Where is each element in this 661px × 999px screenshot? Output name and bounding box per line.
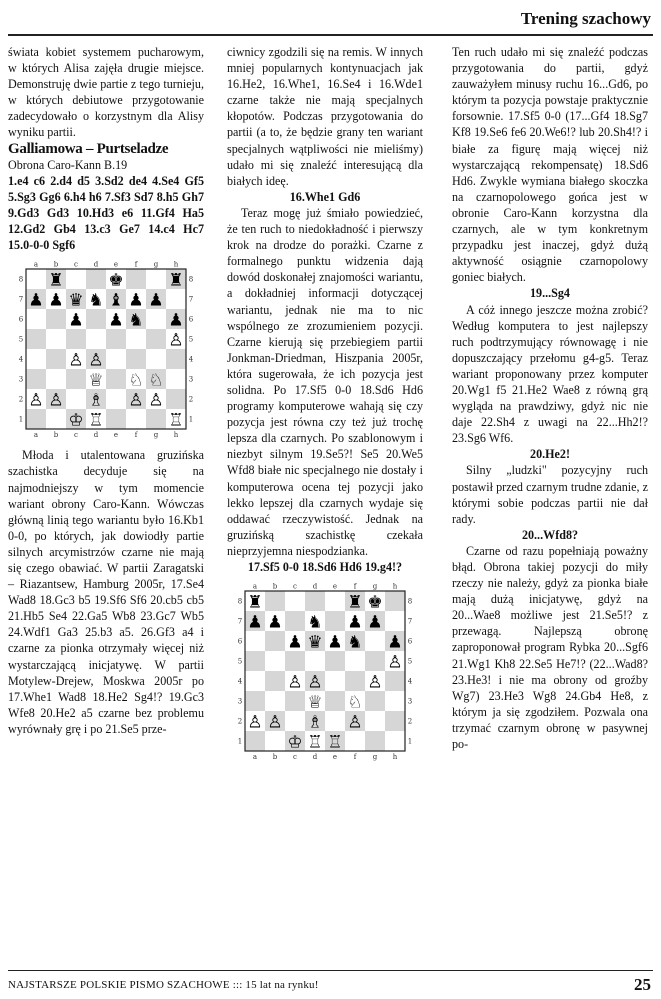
rank-label: 1 <box>237 737 243 746</box>
board-square <box>365 691 385 711</box>
chess-piece: ♕ <box>307 692 323 713</box>
rank-label: 7 <box>407 617 413 626</box>
rank-label: 6 <box>237 637 243 646</box>
file-label: f <box>353 582 357 591</box>
board-square <box>166 289 186 309</box>
page-footer <box>8 970 653 994</box>
board-square <box>166 349 186 369</box>
chess-diagram-2 <box>235 581 415 765</box>
page-number: 25 <box>634 975 651 994</box>
paragraph: Ten ruch udało mi się znaleźć podczas przygotowania do partii, gdyż zauważyłem minusy ruchu 16...Gd6, po którym ta pozycja powstaje praktycznie forsownie. 17.Sf5 0-0 (17...Gf4 18.Sg7 Kf8 19.Se6 fe6 20.We6!? lub 20.Sh4!? i białe za figurę mają więcej niż wystarczającą rekompensatę) 18.Sd6 Hd6. Zwykle wymiana białego skoczka na czarnopolowego gońca jest w obronie Caro-Kann korzystna dla czarnych, ale w tym konkretnym przypadku jest inaczej, gdyż dużą aktywność osiągnie czarnopolowy goniec białych. <box>452 45 648 285</box>
chess-piece: ♙ <box>247 712 263 733</box>
chess-piece: ♙ <box>307 672 323 693</box>
move-heading: 20...Wfd8? <box>521 527 579 542</box>
board-square <box>265 731 285 751</box>
chess-piece: ♙ <box>148 390 164 411</box>
move-heading: 17.Sf5 0-0 18.Sd6 Hd6 19.g4!? <box>247 560 403 574</box>
chess-piece: ♞ <box>88 290 104 311</box>
file-label: e <box>332 582 338 591</box>
file-label: f <box>134 260 138 269</box>
chessboard <box>16 259 196 439</box>
board-square <box>26 409 46 429</box>
rank-label: 4 <box>188 355 194 364</box>
chess-piece: ♟ <box>267 612 283 633</box>
board-square <box>106 389 126 409</box>
rank-label: 5 <box>18 335 24 344</box>
rank-label: 6 <box>188 315 194 324</box>
chess-piece: ♙ <box>287 672 303 693</box>
paragraph: A cóż innego jeszcze można zrobić? Według komputera to jest najlepszy ruch podtrzymujący równowagę i nie dopuszczający przełomu g4-g5. Teraz wariant proponowany przez komputer 20.Wg1 f5 21.He2 Wae8 z równą grą wygląda na prawdziwy, gdyż nic nie daje 22.Sh4 z uwagi na 22...Hh2!? 23.Sg6 Wf6. <box>452 302 648 446</box>
chess-piece: ♟ <box>108 310 124 331</box>
rank-label: 7 <box>188 295 194 304</box>
paragraph: Silny „ludzki" pozycyjny ruch postawił przed czarnym trudne zdanie, z którymi sobie podczas partii nie dał rady. <box>452 463 648 526</box>
board-square <box>26 269 46 289</box>
file-label: c <box>74 260 78 269</box>
chess-piece: ♛ <box>68 290 84 311</box>
rank-label: 3 <box>188 375 194 384</box>
board-square <box>26 309 46 329</box>
rank-label: 6 <box>407 637 413 646</box>
rank-label: 4 <box>407 677 413 686</box>
chess-piece: ♙ <box>68 350 84 371</box>
board-square <box>265 651 285 671</box>
chess-piece: ♙ <box>48 390 64 411</box>
move-heading: 16.Whe1 Gd6 <box>289 189 361 204</box>
board-square <box>365 631 385 651</box>
board-square <box>285 711 305 731</box>
chess-piece: ♘ <box>148 370 164 391</box>
chess-piece: ♟ <box>387 632 403 653</box>
file-label: d <box>93 431 99 440</box>
rank-label: 4 <box>18 355 24 364</box>
board-square <box>66 269 86 289</box>
board-square <box>305 651 325 671</box>
board-square <box>86 329 106 349</box>
board-square <box>345 651 365 671</box>
rank-label: 5 <box>188 335 194 344</box>
chess-piece: ♟ <box>347 612 363 633</box>
file-label: e <box>332 753 338 762</box>
board-square <box>385 731 405 751</box>
board-square <box>365 651 385 671</box>
file-label: h <box>173 260 179 269</box>
board-square <box>325 611 345 631</box>
move-heading: 20.He2! <box>530 447 570 462</box>
rank-label: 8 <box>18 275 24 284</box>
chess-piece: ♟ <box>367 612 383 633</box>
move-heading: 19...Sg4 <box>530 286 570 301</box>
chess-piece: ♜ <box>48 270 64 291</box>
chess-piece: ♞ <box>307 612 323 633</box>
board-square <box>146 269 166 289</box>
rank-label: 3 <box>18 375 24 384</box>
file-label: e <box>113 260 119 269</box>
chess-piece: ♙ <box>267 712 283 733</box>
board-square <box>365 731 385 751</box>
chess-piece: ♙ <box>128 390 144 411</box>
board-square <box>106 329 126 349</box>
footer-rule <box>8 970 653 971</box>
chess-piece: ♘ <box>128 370 144 391</box>
rank-label: 1 <box>407 737 413 746</box>
file-label: a <box>252 582 258 591</box>
board-square <box>126 349 146 369</box>
page-header <box>8 6 653 36</box>
chess-diagram-1 <box>16 259 196 443</box>
board-square <box>365 711 385 731</box>
chess-piece: ♛ <box>307 632 323 653</box>
file-label: b <box>272 582 278 591</box>
chess-piece: ♟ <box>48 290 64 311</box>
paragraph: Teraz mogę już śmiało powiedzieć, że ten ruch to niedokładność i pierwszy krok na drodze do porażki. Czarne z formalnego punktu widzenia dają dowód doskonałej znajomości wariantu, a dokładniej informacji dotyczącej wariantu, jednak nie ma to nic wspólnego ze zrozumieniem pozycji. Czarne kierują się przebiegiem partii Jonkman-Driedman, Hiszpania 2005r, która sugerowała, że ich pozycja jest solidna. Po 17.Sf5 0-0 18.Sd6 Hd6 programy komputerowe wahają się czy pozycja jest równa czy też już trochę lepsza dla czarnych. Po szablonowym i niezbyt silnym 19.Se5?! Se5 20.We5 Wfd8 białe nic specjalnego nie dostały i komputerowa ocena tej pozycji jako lekko lepszej dla czarnych wydaje się oddawać rzeczywistość. Jednak na gruzińską szachistkę czekała nieprzyjemna niespodzianka. <box>227 205 423 558</box>
chess-piece: ♟ <box>327 632 343 653</box>
chess-piece: ♟ <box>28 290 44 311</box>
file-label: c <box>74 431 78 440</box>
chess-piece: ♖ <box>327 732 343 753</box>
board-square <box>46 329 66 349</box>
board-square <box>265 691 285 711</box>
paragraph: ciwnicy zgodzili się na remis. W innych mniej popularnych kontynuacjach jak 16.He2, 16.Whe1, 16.Se4 i 16.Wde1 czarne także nie mają specjalnych kłopotów. Podczas przygotowania do partii (a to, że będzie grany ten wariant specjalnych wątpliwości nie mieliśmy) udało mi się znaleźć interesującą dla białych ideę. <box>227 45 423 188</box>
file-label: a <box>33 260 39 269</box>
column-3 <box>452 44 648 752</box>
chess-piece: ♖ <box>168 410 184 431</box>
rank-label: 3 <box>237 697 243 706</box>
rank-label: 7 <box>237 617 243 626</box>
file-label: d <box>312 753 318 762</box>
chess-piece: ♟ <box>148 290 164 311</box>
file-label: b <box>272 753 278 762</box>
rank-label: 1 <box>188 415 194 424</box>
chessboard <box>235 581 415 761</box>
chess-piece: ♜ <box>168 270 184 291</box>
rank-label: 5 <box>237 657 243 666</box>
board-square <box>325 591 345 611</box>
chess-piece: ♞ <box>347 632 363 653</box>
column-1 <box>8 44 204 737</box>
file-label: b <box>53 260 59 269</box>
board-square <box>265 671 285 691</box>
column-2 <box>227 44 423 769</box>
section-title: Trening szachowy <box>520 9 651 28</box>
chess-piece: ♜ <box>247 592 263 613</box>
board-square <box>126 409 146 429</box>
file-label: f <box>134 431 138 440</box>
board-square <box>46 369 66 389</box>
chess-piece: ♖ <box>88 410 104 431</box>
game-title: Galliamowa – Purtseladze <box>8 140 169 157</box>
file-label: h <box>173 431 179 440</box>
rank-label: 2 <box>237 717 243 726</box>
file-label: g <box>153 260 159 269</box>
file-label: c <box>293 582 297 591</box>
rank-label: 6 <box>18 315 24 324</box>
board-square <box>325 651 345 671</box>
board-square <box>385 671 405 691</box>
board-square <box>305 591 325 611</box>
paragraph: Czarne od razu popełniają poważny błąd. Obrona takiej pozycji do miły rzeczy nie należy, gdyż za pionka białe mają dużą inicjatywę, gdyż na 20...Wae8 możliwe jest 21.Se5!? z przewagą. Najlepszą obronę zaproponował program Rybka 20...Sgf6 21.Wg1 Kh8 22.Se5 He7!? (22...Wad8? 23.He3! i nie ma obrony od groźby Wg7) 23.He3 Wg8 24.Gb4 He8, z którym ja się zgodziłem. Pozwala ona trzymać czarnym obronę w pasywnej po- <box>452 543 648 752</box>
rank-label: 5 <box>407 657 413 666</box>
file-label: h <box>392 582 398 591</box>
opening-name: Obrona Caro-Kann B.19 <box>8 157 128 172</box>
file-label: g <box>372 582 378 591</box>
board-square <box>126 329 146 349</box>
rank-label: 3 <box>407 697 413 706</box>
publication-tagline: NAJSTARSZE POLSKIE PISMO SZACHOWE ::: 15 lat na rynku! <box>8 979 319 991</box>
chess-piece: ♕ <box>88 370 104 391</box>
board-square <box>385 611 405 631</box>
chess-piece: ♞ <box>128 310 144 331</box>
paragraph: Młoda i utalentowana gruzińska szachistka decyduje się na najmodniejszy w tym momencie wariant obrony Caro-Kann. Wówczas główną linią tego wariantu było 16.Kb1 0-0, po których, jak dowiodły partie silnych arcymistrzów czarne nie mają się czego obawiać. W partii Zaragatski – Riazantsew, Hamburg 2005r, 17.Se4 Wad8 18.Gc3 b5 19.Sf6 Sf6 20.cb5 cb5 21.Hb5 Se4 22.Ga5 Wb8 23.Gc7 Wb5 24.Wdf1 Ga3 25.b3 a5. 26.Gf3 a4 i czarne za pionka otrzymały więcej niż wystarczającą inicjatywę. W partii Motylew-Drejew, Moskwa 2005r po 17.Whe1 Wad8 18.He2 Sg4!? 19.Gc3 Wfe8 20.He2 a5 czarne bez problemu wyrównały grę i po 21.Se5 prze- <box>8 448 204 736</box>
board-square <box>146 349 166 369</box>
chess-piece: ♟ <box>68 310 84 331</box>
board-square <box>106 349 126 369</box>
board-square <box>146 329 166 349</box>
rank-label: 2 <box>188 395 194 404</box>
chess-piece: ♟ <box>128 290 144 311</box>
paragraph: świata kobiet systemem pucharowym, w których Alisa zajęła drugie miejsce. Demonstruję dwie partie z tego turnieju, w których debiutowe przygotowanie zadecydowało o korzystnym dla Alisy wyniku partii. <box>8 45 204 140</box>
file-label: f <box>353 753 357 762</box>
board-square <box>146 309 166 329</box>
chess-piece: ♝ <box>108 290 124 311</box>
board-square <box>325 711 345 731</box>
file-label: b <box>53 431 59 440</box>
chess-piece: ♟ <box>287 632 303 653</box>
board-square <box>325 671 345 691</box>
board-square <box>86 309 106 329</box>
chess-piece: ♙ <box>168 330 184 351</box>
file-label: a <box>252 753 258 762</box>
file-label: h <box>392 753 398 762</box>
board-square <box>86 269 106 289</box>
chess-piece: ♘ <box>347 692 363 713</box>
board-square <box>285 651 305 671</box>
rank-label: 7 <box>18 295 24 304</box>
rank-label: 8 <box>188 275 194 284</box>
board-square <box>146 409 166 429</box>
board-square <box>265 591 285 611</box>
rank-label: 2 <box>18 395 24 404</box>
board-square <box>265 631 285 651</box>
file-label: d <box>93 260 99 269</box>
chess-piece: ♙ <box>28 390 44 411</box>
rank-label: 8 <box>407 597 413 606</box>
board-square <box>106 369 126 389</box>
board-square <box>245 731 265 751</box>
game-moves: 1.e4 c6 2.d4 d5 3.Sd2 de4 4.Se4 Gf5 5.Sg3 Gg6 6.h4 h6 7.Sf3 Sd7 8.h5 Gh7 9.Gd3 Gd3 10.Hd3 e6 11.Gf4 Ha5 12.Gd2 Gb4 13.c3 Ge7 14.c4 Hc7 15.0-0-0 Sgf6 <box>8 173 204 253</box>
board-square <box>245 671 265 691</box>
board-square <box>126 269 146 289</box>
chess-piece: ♜ <box>347 592 363 613</box>
chess-piece: ♙ <box>347 712 363 733</box>
chess-piece: ♗ <box>88 390 104 411</box>
board-square <box>46 349 66 369</box>
chess-piece: ♙ <box>387 652 403 673</box>
board-square <box>285 591 305 611</box>
board-square <box>325 691 345 711</box>
board-square <box>285 691 305 711</box>
chess-piece: ♔ <box>68 410 84 431</box>
board-square <box>345 671 365 691</box>
file-label: a <box>33 431 39 440</box>
chess-piece: ♗ <box>307 712 323 733</box>
file-label: g <box>153 431 159 440</box>
board-square <box>345 731 365 751</box>
chess-piece: ♚ <box>108 270 124 291</box>
file-label: d <box>312 582 318 591</box>
rank-label: 8 <box>237 597 243 606</box>
chess-piece: ♚ <box>367 592 383 613</box>
file-label: e <box>113 431 119 440</box>
board-square <box>46 409 66 429</box>
chess-piece: ♙ <box>367 672 383 693</box>
board-square <box>66 369 86 389</box>
board-square <box>385 591 405 611</box>
board-square <box>166 369 186 389</box>
board-square <box>385 691 405 711</box>
chess-piece: ♙ <box>88 350 104 371</box>
board-square <box>245 651 265 671</box>
file-label: c <box>293 753 297 762</box>
chess-piece: ♟ <box>168 310 184 331</box>
chess-piece: ♟ <box>247 612 263 633</box>
chess-piece: ♖ <box>307 732 323 753</box>
board-square <box>285 611 305 631</box>
board-square <box>46 309 66 329</box>
rank-label: 1 <box>18 415 24 424</box>
board-square <box>166 389 186 409</box>
rank-label: 2 <box>407 717 413 726</box>
board-square <box>26 369 46 389</box>
board-square <box>106 409 126 429</box>
chess-piece: ♔ <box>287 732 303 753</box>
board-square <box>26 349 46 369</box>
header-rule <box>8 34 653 36</box>
board-square <box>66 329 86 349</box>
board-square <box>66 389 86 409</box>
rank-label: 4 <box>237 677 243 686</box>
board-square <box>385 711 405 731</box>
file-label: g <box>372 753 378 762</box>
board-square <box>245 631 265 651</box>
board-square <box>245 691 265 711</box>
board-square <box>26 329 46 349</box>
